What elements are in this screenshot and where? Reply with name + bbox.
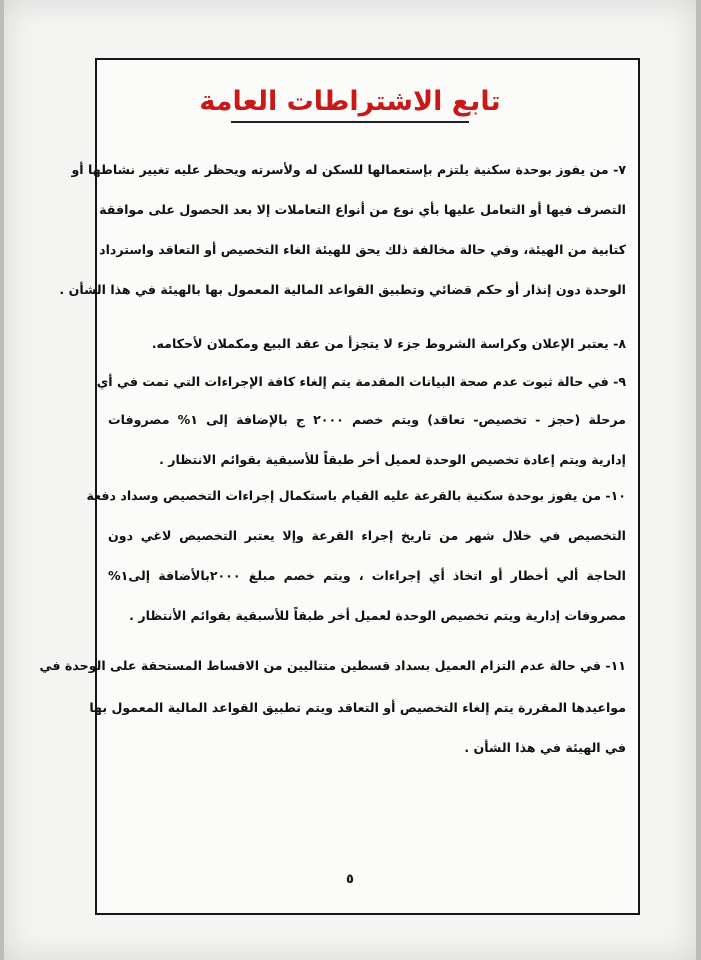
title-block — [4, 86, 696, 123]
title-underline — [231, 121, 469, 123]
clause-11-line-2: مواعيدها المقررة يتم إلغاء التخصيص أو التعاقد ويتم تطبيق القواعد المالية المعمول بها — [89, 700, 626, 715]
clause-8-line-1: ٨- يعتبر الإعلان وكراسة الشروط جزء لا يتجزأ من عقد البيع ومكملان لأحكامه. — [151, 336, 626, 351]
clause-7-line-1: ٧- من يفوز بوحدة سكنية يلتزم بإستعمالها للسكن له ولأسرته ويحظر عليه تغيير نشاطها أو — [71, 162, 626, 177]
clause-9-line-3: إدارية ويتم إعادة تخصيص الوحدة لعميل أخر طبقاً للأسبقية بقوائم الانتظار . — [159, 452, 626, 467]
clause-11-line-1: ١١- في حالة عدم التزام العميل بسداد قسطين متتاليين من الاقساط المستحقة على الوحدة في — [39, 658, 626, 673]
clause-10-line-2: التخصيص في خلال شهر من تاريخ إجراء القرعة وإلا يعتبر التخصيص لاغي دون — [108, 528, 626, 543]
clause-11-line-3: في الهيئة في هذا الشأن . — [464, 740, 626, 755]
clause-7-line-2: التصرف فيها أو التعامل عليها بأي نوع من أنواع التعاملات إلا بعد الحصول على موافقة — [99, 202, 626, 217]
document-title: تابع الاشتراطات العامة — [199, 86, 501, 117]
document-sheet — [4, 0, 696, 960]
clause-10-line-4: مصروفات إدارية ويتم تخصيص الوحدة لعميل أخر طبقاً للأسبقية بقوائم الأنتظار . — [129, 608, 626, 623]
clause-7-line-3: كتابية من الهيئة، وفي حالة مخالفة ذلك يحق للهيئة الغاء التخصيص أو التعاقد واسترداد — [99, 242, 626, 257]
clause-7-line-4: الوحدة دون إنذار أو حكم قضائي وتطبيق القواعد المالية المعمول بها بالهيئة في هذا الشأن . — [59, 282, 626, 297]
clause-10-line-1: ١٠- من يفوز بوحدة سكنية بالقرعة عليه القيام باستكمال إجراءات التخصيص وسداد دفعة — [86, 488, 626, 503]
clause-9-line-2: مرحلة (حجز - تخصيص- تعاقد) ويتم خصم ٢٠٠٠ ج بالإضافة إلى ١% مصروفات — [108, 412, 626, 427]
page-number: ٥ — [346, 872, 354, 887]
clause-10-line-3: الحاجة ألي أخطار أو اتخاذ أي إجراءات ، ويتم خصم مبلغ ٢٠٠٠بالأضافة إلى١% — [108, 568, 626, 583]
clause-9-line-1: ٩- في حالة ثبوت عدم صحة البيانات المقدمة يتم إلغاء كافة الإجراءات التي تمت في أي — [96, 374, 626, 389]
